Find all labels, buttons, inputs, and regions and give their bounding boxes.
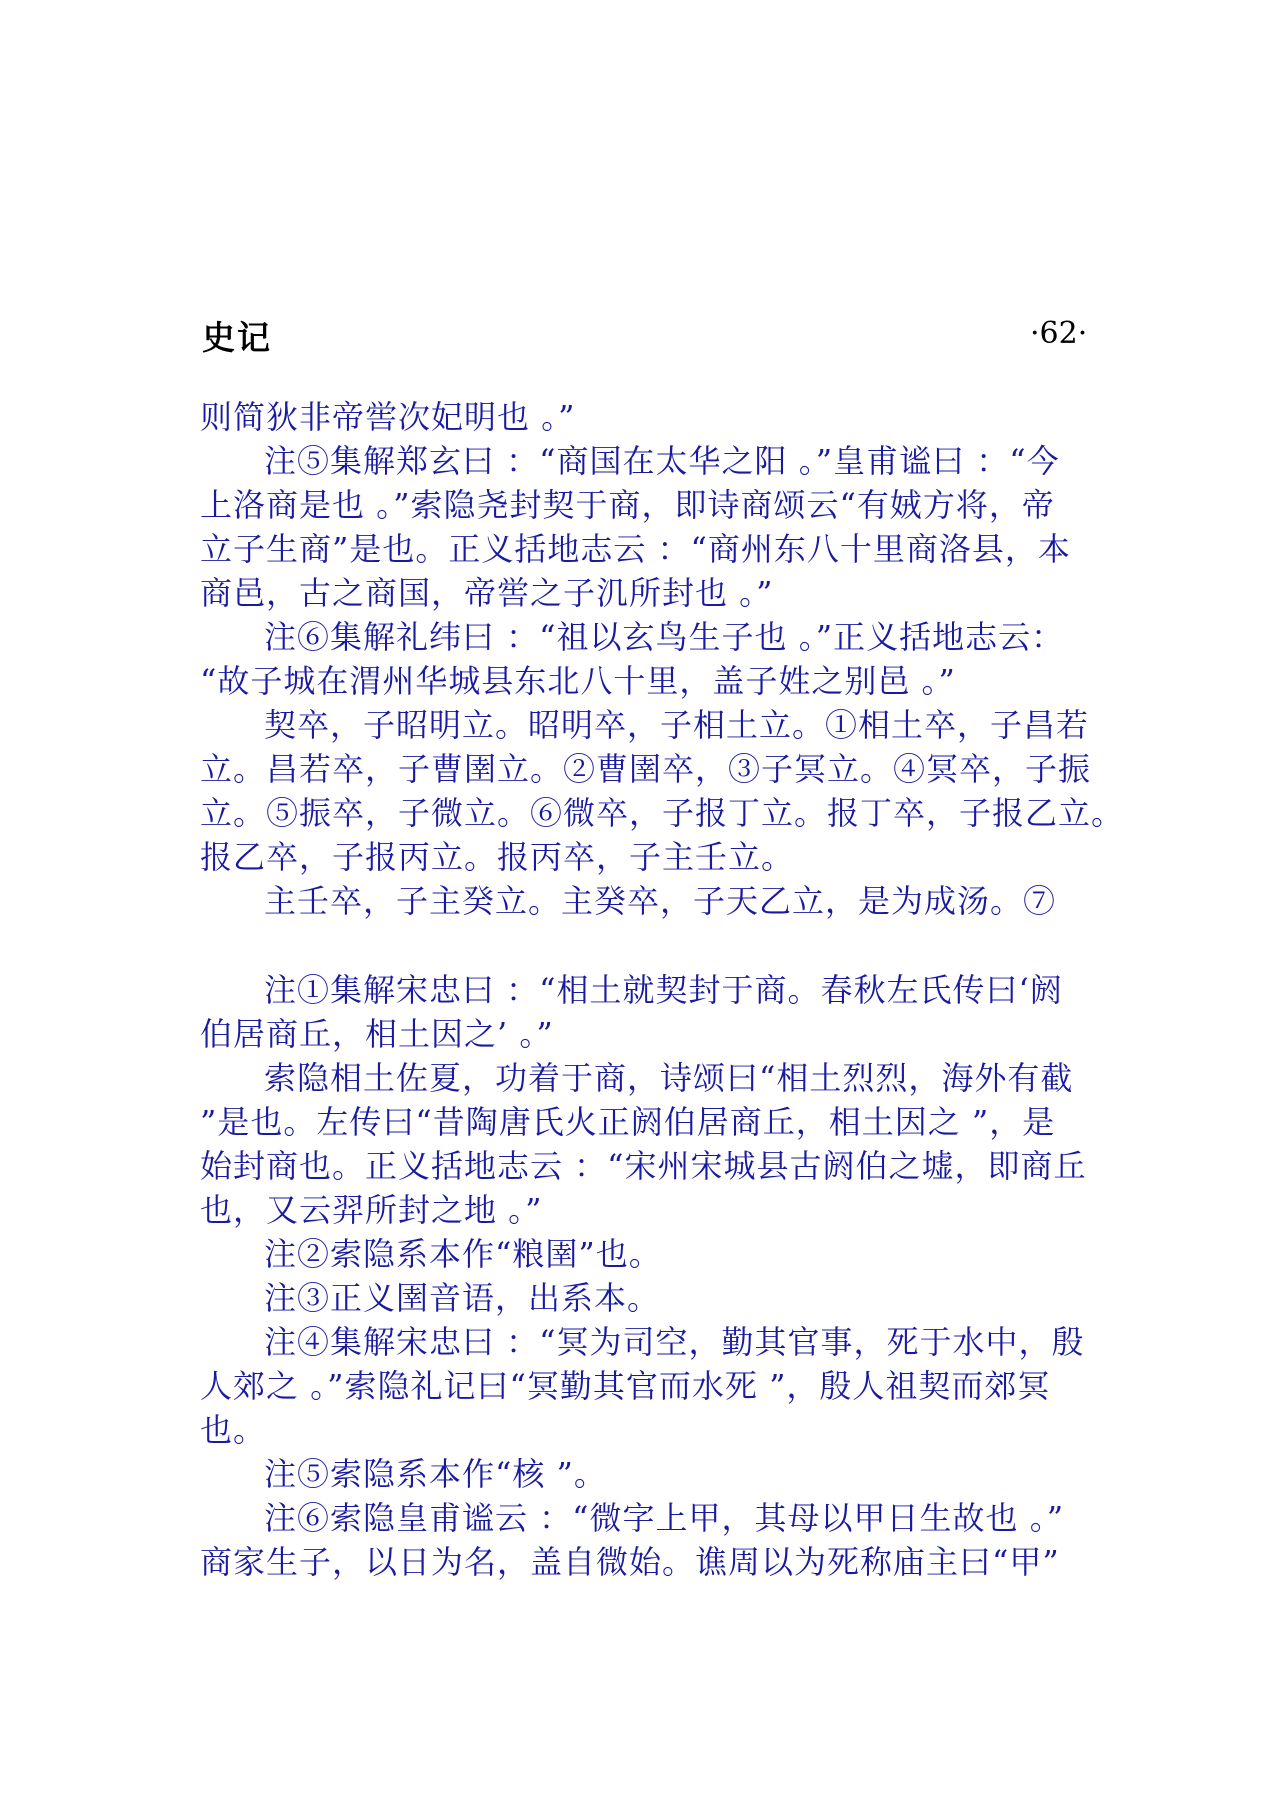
text-line: 主壬卒，子主癸立。主癸卒，子天乙立，是为成汤。⑦ [264, 882, 1057, 920]
text-line: ”是也。左传曰“昔陶唐氏火正阏伯居商丘，相土因之 ”，是 [200, 1103, 1056, 1141]
text-line: 报乙卒，子报丙立。报丙卒，子主壬立。 [200, 838, 795, 876]
page-number: ·62· [1030, 316, 1088, 351]
text-line: 注⑤集解郑玄曰 ：“商国在太华之阳 。”皇甫谧曰 ：“今 [264, 442, 1060, 480]
text-line: 契卒，子昭明立。昭明卒，子相土立。①相土卒，子昌若 [264, 706, 1090, 744]
text-line: 索隐相土佐夏，功着于商，诗颂曰“相土烈烈，海外有截 [264, 1059, 1074, 1097]
text-line: 始封商也。正义括地志云 ：“宋州宋城县古阏伯之墟，即商丘 [200, 1147, 1087, 1185]
body-text [200, 395, 1125, 1584]
text-line: 商邑，古之商国，帝喾之子㲹所封也 。” [200, 574, 774, 612]
text-line: 则简狄非帝喾次妃明也 。” [200, 398, 576, 436]
text-line: 立。昌若卒，子曹圉立。②曹圉卒，③子冥立。④冥卒，子振 [200, 750, 1092, 788]
text-line: 商家生子，以日为名，盖自微始。谯周以为死称庙主曰“甲” [200, 1543, 1060, 1581]
text-line: “故子城在渭州华城县东北八十里，盖子姓之别邑 。” [200, 662, 956, 700]
text-line: 注⑤索隐系本作“核 ”。 [264, 1455, 607, 1493]
running-title: 史记 [202, 318, 272, 357]
text-line: 注①集解宋忠曰 ：“相土就契封于商。春秋左氏传曰‘阏 [264, 971, 1063, 1009]
text-line: 上洛商是也 。”索隐尧封契于商，即诗商颂云“有娀方将，帝 [200, 486, 1055, 524]
text-line: 注④集解宋忠曰 ：“冥为司空，勤其官事，死于水中，殷 [264, 1323, 1085, 1361]
text-line: 注③正义圉音语，出系本。 [264, 1279, 661, 1317]
text-line: 伯居商丘，相土因之’ 。” [200, 1015, 554, 1053]
text-line: 也。 [200, 1411, 267, 1449]
text-line: 立。⑤振卒，子微立。⑥微卒，子报丁立。报丁卒，子报乙立。 [200, 794, 1125, 832]
text-line: 注⑥索隐皇甫谧云 ：“微字上甲，其母以甲日生故也 。” [264, 1499, 1065, 1537]
text-line: 人郊之 。”索隐礼记曰“冥勤其官而水死 ”，殷人祖契而郊冥 [200, 1367, 1051, 1405]
text-line: 注②索隐系本作“粮圉”也。 [264, 1235, 662, 1273]
paragraph-gap [200, 923, 1110, 968]
text-line: 注⑥集解礼纬曰 ：“祖以玄鸟生子也 。”正义括地志云： [264, 618, 1065, 656]
text-line: 立子生商”是也。正义括地志云 ：“商州东八十里商洛县，本 [200, 530, 1071, 568]
text-line: 也，又云羿所封之地 。” [200, 1191, 543, 1229]
